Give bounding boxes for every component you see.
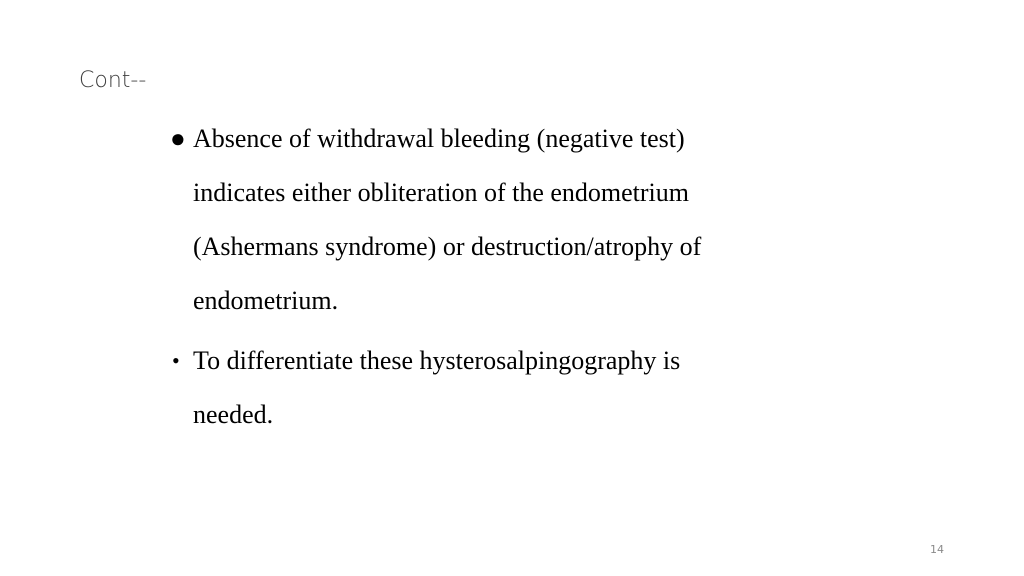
bullet-text-line: indicates either obliteration of the endometrium xyxy=(193,178,690,207)
slide-title: Cont-- xyxy=(79,68,147,93)
bullet-text-line: (Ashermans syndrome) or destruction/atrophy of xyxy=(193,232,702,261)
bullet-dot-icon: • xyxy=(172,348,180,373)
bullet-list xyxy=(170,112,810,442)
bullet-item-withdrawal-bleeding xyxy=(170,112,810,328)
bullet-text-line: endometrium. xyxy=(193,286,339,315)
slide-number: 14 xyxy=(930,543,944,556)
bullet-item-differentiate xyxy=(170,334,810,442)
bullet-text-line: Absence of withdrawal bleeding (negative test) xyxy=(193,124,685,153)
bullet-text-line: To differentiate these hysterosalpingography is xyxy=(193,346,681,375)
bullet-dot-icon: ● xyxy=(170,124,186,153)
bullet-text-line: needed. xyxy=(193,400,274,429)
